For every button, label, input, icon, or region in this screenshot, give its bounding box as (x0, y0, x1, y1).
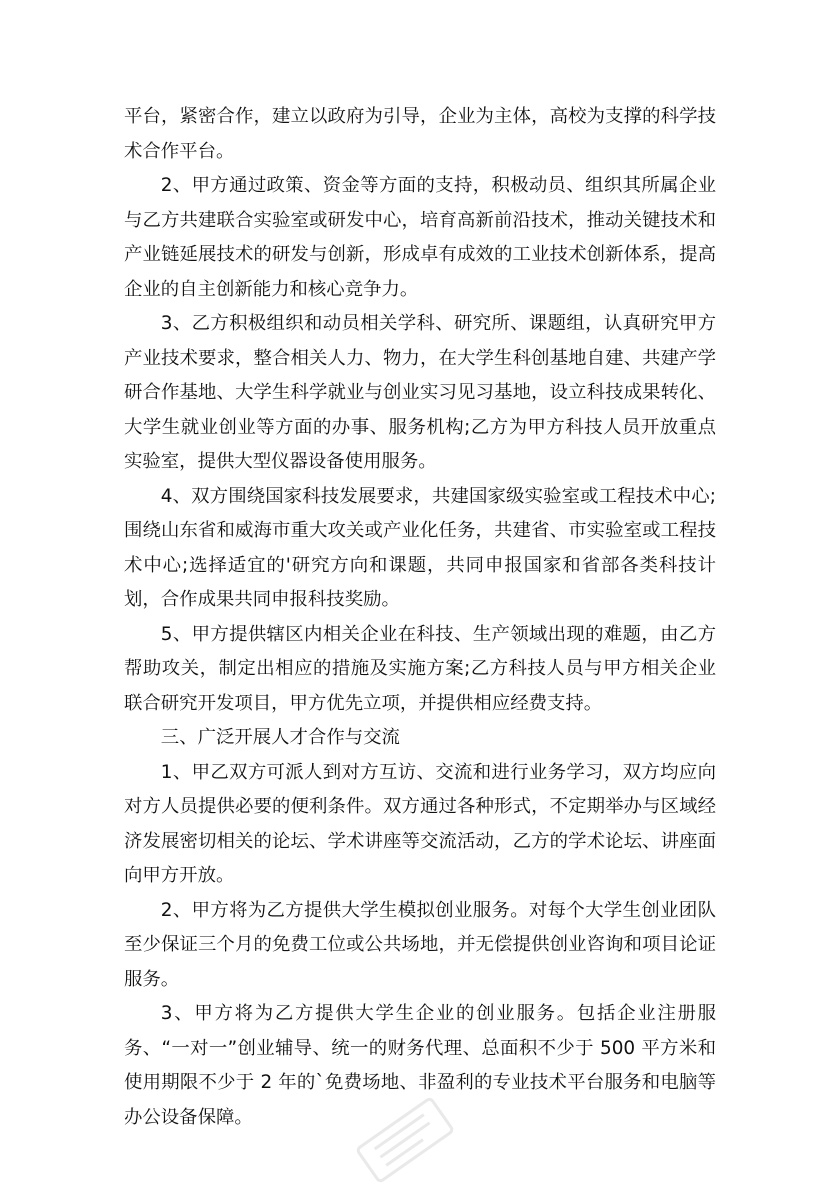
document-body (124, 100, 716, 1135)
paragraph-2: 2、甲方通过政策、资金等方面的支持，积极动员、组织其所属企业与乙方共建联合实验室或研发中心，培育高新前沿技术，推动关键技术和产业链延展技术的研发与创新，形成卓有成效的工业技术创新体系，提高企业的自主创新能力和核心竞争力。 (124, 175, 716, 300)
paragraph-5: 5、甲方提供辖区内相关企业在科技、生产领域出现的难题，由乙方帮助攻关，制定出相应的措施及实施方案;乙方科技人员与甲方相关企业联合研究开发项目，甲方优先立项，并提供相应经费支持。 (124, 623, 716, 714)
paragraph-1: 平台，紧密合作，建立以政府为引导，企业为主体，高校为支撑的科学技术合作平台。 (124, 106, 716, 162)
paragraph-4: 4、双方围绕国家科技发展要求，共建国家级实验室或工程技术中心;围绕山东省和威海市重大攻关或产业化任务，共建省、市实验室或工程技术中心;选择适宜的'研究方向和课题，共同申报国家和省部各类科技计划，合作成果共同申报科技奖励。 (124, 485, 716, 610)
paragraph-8: 3、甲方将为乙方提供大学生企业的创业服务。包括企业注册服务、“一对一”创业辅导、统一的财务代理、总面积不少于 500 平方米和使用期限不少于 2 年的`免费场地、非盈利的专业技术平台服务和电脑等办公设备保障。 (124, 1003, 716, 1128)
section-heading-3: 三、广泛开展人才合作与交流 (160, 727, 400, 748)
paragraph-7: 2、甲方将为乙方提供大学生模拟创业服务。对每个大学生创业团队至少保证三个月的免费工位或公共场地，并无偿提供创业咨询和项目论证服务。 (124, 899, 716, 990)
paragraph-3: 3、乙方积极组织和动员相关学科、研究所、课题组，认真研究甲方产业技术要求，整合相关人力、物力，在大学生科创基地自建、共建产学研合作基地、大学生科学就业与创业实习见习基地，设立科技成果转化、大学生就业创业等方面的办事、服务机构;乙方为甲方科技人员开放重点实验室，提供大型仪器设备使用服务。 (124, 313, 716, 472)
paragraph-6: 1、甲乙双方可派人到对方互访、交流和进行业务学习，双方均应向对方人员提供必要的便利条件。双方通过各种形式，不定期举办与区域经济发展密切相关的论坛、学术讲座等交流活动，乙方的学术论坛、讲座面向甲方开放。 (124, 761, 716, 886)
